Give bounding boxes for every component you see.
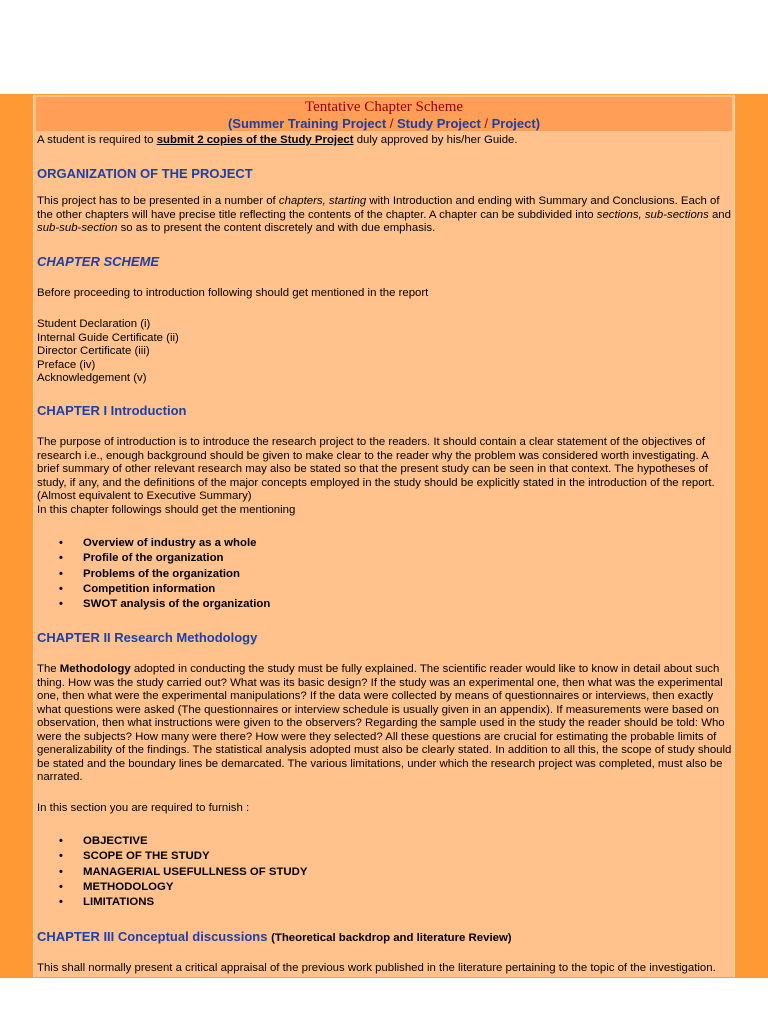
org-text-5: and <box>708 208 731 221</box>
list-item: • SCOPE OF THE STUDY <box>37 849 307 864</box>
list-item: • Problems of the organization <box>37 567 270 582</box>
org-text-3: with Introduction and ending with Summary and Conclusions. Each of the other chapters will have precise title reflecting the contents of the chapter. A chapter can be subdivided into <box>37 195 720 221</box>
org-text-4: sections, sub-sections <box>596 208 709 221</box>
list-item: • Overview of industry as a whole <box>37 536 270 551</box>
org-text-6: sub-sub-section <box>37 222 118 234</box>
intro-pre: A student is required to <box>37 134 157 146</box>
scheme-item: Internal Guide Certificate (ii) <box>37 331 179 344</box>
intro-line <box>37 134 733 148</box>
ch2-text-post: adopted in conducting the study must be fully explained. The scientific reader would like to know in detail about such thing. How was the study carried out? What was its basic design? If the study was an experimental one, then what was the experimental one, then what were the experimental manipulations? If the data were collected by means of questionnaires or interviews, then exactly what questions were asked (The questionnaires or interview schedule is usually given in an appendix). If measurements were based on observation, then what instructions were given to the observers? Regarding the sample used in the study the reader should be told: Who were the subjects? How many were there? How were they selected? All these questions are crucial for estimating the probable limits of generalizability of the findings. The statistical analysis adopted must also be clearly stated. In addition to all this, the scope of study should be stated and the boundary lines be demarcated. The various limitations, under which the research project was completed, must also be narrated. <box>37 663 732 783</box>
ch3-heading <box>37 929 512 946</box>
org-text-2: chapters, starting <box>278 195 367 207</box>
list-item: • Profile of the organization <box>37 551 270 566</box>
ch2-heading: CHAPTER II Research Methodology <box>37 630 258 645</box>
ch3-paragraph: This shall normally present a critical appraisal of the previous work published in the literature pertaining to the topic of the investigation. <box>37 962 716 974</box>
org-text-7: so as to present the content discretely and with due emphasis. <box>117 222 436 234</box>
ch2-text-bold: Methodology <box>59 663 131 675</box>
org-paragraph <box>37 195 733 236</box>
subtitle-sep-2: / <box>480 116 492 131</box>
subtitle-summer-training: Summer Training Project <box>232 116 387 131</box>
scheme-heading: CHAPTER SCHEME <box>37 254 160 269</box>
ch1-paragraph-2: In this chapter followings should get the mentioning <box>37 504 296 516</box>
scheme-before: Before proceeding to introduction following should get mentioned in the report <box>37 287 429 299</box>
ch2-bullet-list <box>37 834 307 910</box>
subtitle-open: ( <box>227 116 233 131</box>
list-item: • OBJECTIVE <box>37 834 307 849</box>
ch3-heading-paren: (Theoretical backdrop and literature Review) <box>271 932 512 944</box>
scheme-item: Student Declaration (i) <box>37 318 151 330</box>
ch2-paragraph <box>37 663 733 785</box>
ch1-heading: CHAPTER I Introduction <box>37 403 187 418</box>
intro-post: duly approved by his/her Guide. <box>353 134 518 146</box>
list-item: • Competition information <box>37 582 270 597</box>
subtitle-sep-1: / <box>386 116 397 131</box>
list-item: • METHODOLOGY <box>37 880 307 895</box>
scheme-items <box>37 318 733 386</box>
document-panel <box>33 95 735 977</box>
org-text-1: This project has to be presented in a number of <box>37 195 279 207</box>
scheme-item: Preface (iv) <box>37 358 96 371</box>
ch3-heading-text: CHAPTER III Conceptual discussions <box>37 929 268 944</box>
title-cell <box>36 97 732 131</box>
ch1-paragraph: The purpose of introduction is to introduce the research project to the readers. It should contain a clear statement of the objectives of research i.e., enough background should be given to make clear to the reader why the problem was considered worth investigating. A brief summary of other relevant research may also be stated so that the present study can be seen in that context. The hypotheses of study, if any, and the definitions of the major concepts employed in the study should be explicitly stated in the introduction of the report. (Almost equivalent to Executive Summary) <box>37 436 715 502</box>
list-item: • SWOT analysis of the organization <box>37 597 270 612</box>
ch2-furnish: In this section you are required to furnish : <box>37 802 250 814</box>
page-title: Tentative Chapter Scheme <box>304 99 464 115</box>
subtitle-study-project: Study Project <box>397 116 481 131</box>
org-heading: ORGANIZATION OF THE PROJECT <box>37 166 253 181</box>
page-subtitle <box>36 116 732 132</box>
intro-emphasis: submit 2 copies of the Study Project <box>156 134 354 146</box>
scheme-item: Acknowledgement (v) <box>37 372 147 384</box>
ch1-bullet-list <box>37 536 270 612</box>
ch2-text-pre: The <box>37 663 60 675</box>
list-item: • MANAGERIAL USEFULLNESS OF STUDY <box>37 865 307 880</box>
list-item: • LIMITATIONS <box>37 895 307 910</box>
subtitle-project: Project) <box>491 116 541 131</box>
scheme-item: Director Certificate (iii) <box>37 345 150 357</box>
